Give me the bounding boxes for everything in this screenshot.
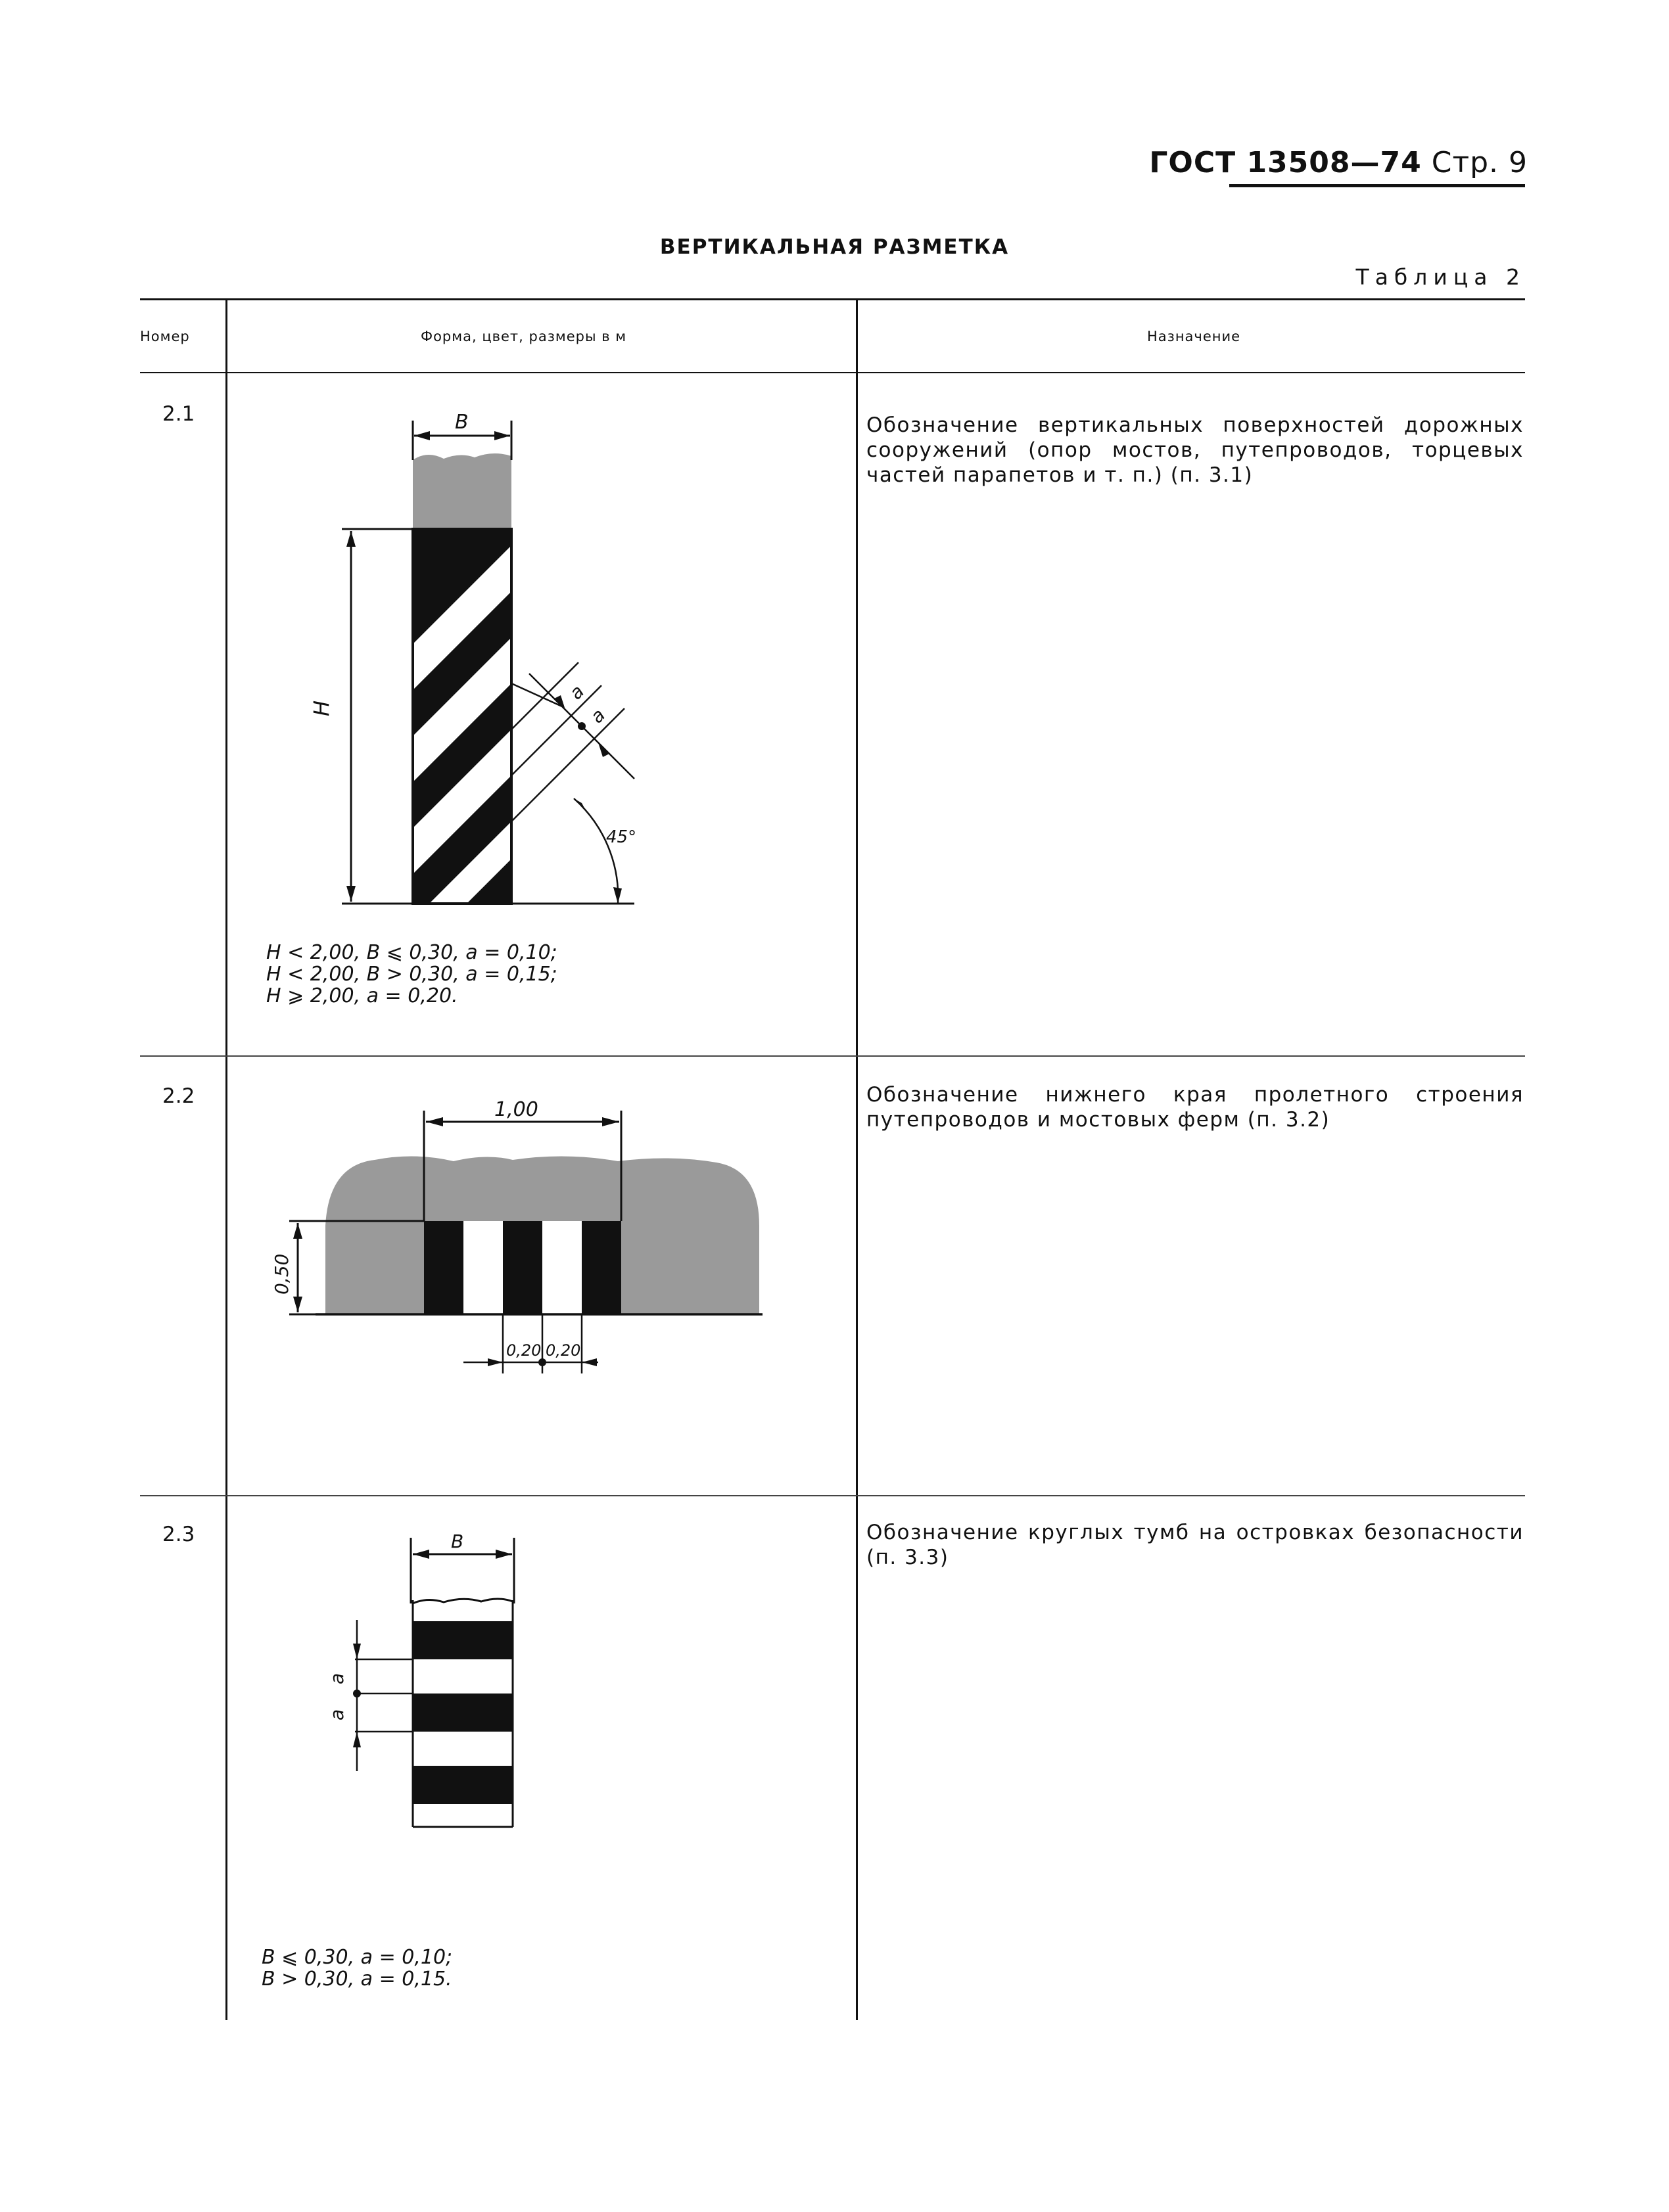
column-divider-1 (225, 298, 227, 2020)
row-divider-2 (140, 1495, 1525, 1496)
label-width: B (455, 411, 469, 434)
row-number: 2.1 (162, 402, 195, 426)
row-purpose: Обозначение нижнего края пролетного строения путепроводов и мостовых ферм (п. 3.2) (866, 1083, 1524, 1132)
row-2-1-formulas (266, 942, 557, 1007)
row-purpose: Обозначение круглых тумб на островках безопасности (п. 3.3) (866, 1521, 1524, 1569)
label-width: B (451, 1531, 464, 1552)
column-header-purpose: Назначение (1147, 329, 1241, 344)
page-title: ВЕРТИКАЛЬНАЯ РАЗМЕТКА (659, 235, 1010, 259)
row-number: 2.2 (162, 1084, 195, 1108)
formula-line: H ⩾ 2,00, a = 0,20. (266, 984, 458, 1007)
row-purpose: Обозначение вертикальных поверхностей дорожных сооружений (опор мостов, путепроводов, торцевых частей парапетов и т. п.) (п. 3.1) (866, 413, 1524, 487)
page-number: Стр. 9 (1431, 146, 1528, 179)
column-header-number: Номер (140, 329, 190, 344)
figure-2-2 (263, 1094, 776, 1390)
header-rule (1229, 184, 1525, 187)
row-number: 2.3 (162, 1523, 195, 1546)
label-spacing-2: a (586, 704, 610, 727)
label-spacing-1: a (565, 680, 589, 704)
row-divider-1 (140, 1055, 1525, 1057)
label-height: H (309, 700, 334, 716)
formula-line: B > 0,30, a = 0,15. (262, 1968, 452, 1991)
label-angle: 45° (606, 827, 637, 847)
label-height: 0,50 (271, 1253, 293, 1295)
stripe-black (413, 1766, 513, 1804)
figure-2-1 (302, 411, 644, 913)
formula-line: H < 2,00, B > 0,30, a = 0,15; (266, 963, 557, 986)
label-stripe-left: 0,20 (506, 1341, 542, 1360)
label-spacing-2: a (326, 1709, 348, 1720)
table-top-rule (140, 298, 1525, 300)
row-2-3-formulas (262, 1947, 452, 1990)
gray-surface (413, 453, 511, 529)
figure-2-3 (302, 1528, 565, 1843)
gost-number: ГОСТ 13508—74 (1149, 146, 1422, 179)
column-divider-2 (856, 298, 858, 2020)
label-stripe-right: 0,20 (546, 1341, 581, 1360)
column-header-form: Форма, цвет, размеры в м (421, 329, 627, 344)
page-header (1149, 146, 1528, 179)
formula-line: B ⩽ 0,30, a = 0,10; (262, 1946, 453, 1969)
label-total-width: 1,00 (494, 1098, 538, 1121)
label-spacing-1: a (326, 1672, 348, 1684)
header-bottom-rule (140, 372, 1525, 373)
stripe-black (413, 1694, 513, 1732)
stripe-black (413, 1621, 513, 1659)
table-number: Таблица 2 (1355, 264, 1526, 290)
formula-line: H < 2,00, B ⩽ 0,30, a = 0,10; (266, 941, 557, 964)
